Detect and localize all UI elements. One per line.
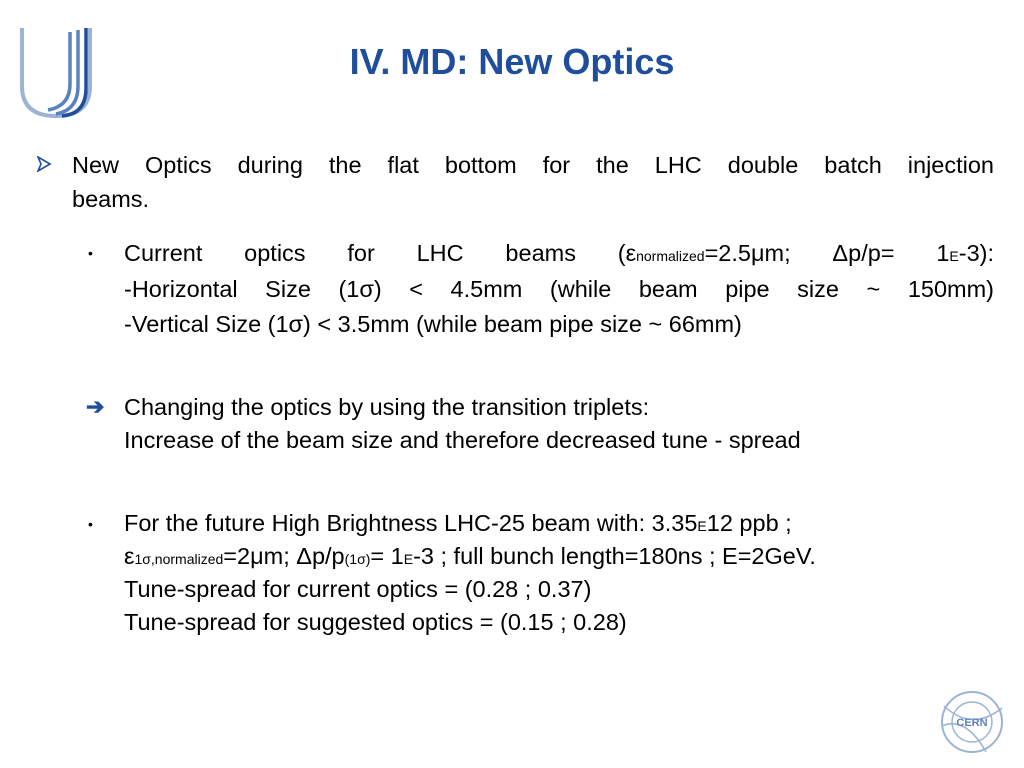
sub3-line3: Tune-spread for current optics = (0.28 ; 0.37) (124, 576, 592, 602)
bullet1-line2: beams. (72, 186, 150, 212)
sub2-line1: Changing the optics by using the transition triplets: (124, 394, 650, 420)
arrow-bullet-icon (36, 156, 52, 177)
sub1-line3: -Vertical Size (1σ) < 3.5mm (while beam pipe size ~ 66mm) (124, 311, 742, 337)
sub3-line4: Tune-spread for suggested optics = (0.15 ; 0.28) (124, 609, 627, 635)
dot-bullet-icon: • (88, 245, 93, 261)
sub3-line1: For the future High Brightness LHC-25 beam with: 3.35E12 ppb ; (124, 510, 792, 536)
sub1-line2: -Horizontal Size (1σ) < 4.5mm (while beam pipe size ~ 150mm) (124, 276, 994, 302)
sub2-line2: Increase of the beam size and therefore decreased tune - spread (124, 427, 801, 453)
sub3-line2: ε1σ,normalized=2μm; Δp/p(1σ)= 1E-3 ; full bunch length=180ns ; E=2GeV. (124, 543, 816, 569)
right-arrow-icon: ➔ (86, 394, 105, 419)
cern-logo-icon (936, 686, 1008, 758)
dot-bullet-icon: • (88, 516, 93, 532)
bullet1-line1: New Optics during the flat bottom for the LHC double batch injection (72, 152, 994, 178)
slide-title: IV. MD: New Optics (349, 41, 675, 82)
cern-logo-text: CERN (956, 717, 988, 729)
sub1-line1: Current optics for LHC beams (εnormalized=2.5μm; Δp/p= 1E-3): (124, 240, 994, 266)
